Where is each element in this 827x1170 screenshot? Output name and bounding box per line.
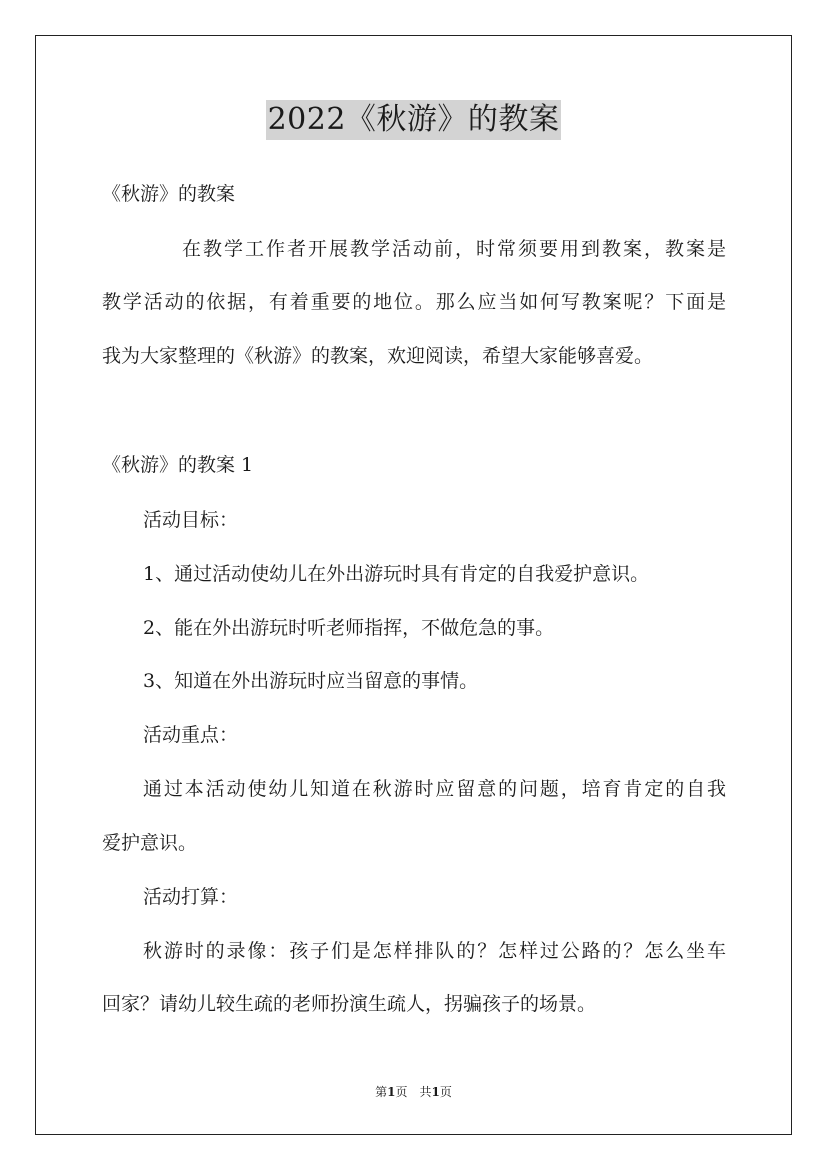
document-title: 2022《秋游》的教案 (266, 100, 562, 140)
footer-prefix: 第 (375, 1085, 388, 1099)
goal-item-2: 2、能在外出游玩时听老师指挥，不做危急的事。 (143, 617, 555, 639)
focus-heading: 活动重点： (143, 724, 239, 746)
prep-line-2: 回家？请幼儿较生疏的老师扮演生疏人，拐骗孩子的场景。 (102, 993, 597, 1015)
footer-mid: 页 共 (395, 1085, 432, 1099)
document-subtitle: 《秋游》的教案 (102, 183, 236, 205)
focus-line-1: 通过本活动使幼儿知道在秋游时应留意的问题，培育肯定的自我 (143, 778, 726, 800)
footer-suffix: 页 (439, 1085, 452, 1099)
goal-item-1: 1、通过活动使幼儿在外出游玩时具有肯定的自我爱护意识。 (143, 563, 650, 585)
goal-item-3: 3、知道在外出游玩时应当留意的事情。 (143, 670, 479, 692)
focus-line-2: 爱护意识。 (102, 832, 198, 854)
page-footer (0, 1084, 827, 1100)
goals-heading: 活动目标： (143, 509, 239, 531)
title-container (0, 100, 827, 140)
prep-line-1: 秋游时的录像：孩子们是怎样排队的？怎样过公路的？怎么坐车 (143, 940, 726, 962)
intro-line-1: 在教学工作者开展教学活动前，时常须要用到教案，教案是 (182, 238, 726, 260)
footer-page-number: 1 (387, 1085, 396, 1099)
intro-line-2: 教学活动的依据，有着重要的地位。那么应当如何写教案呢？下面是 (102, 291, 726, 313)
section-heading: 《秋游》的教案 1 (102, 454, 254, 476)
intro-line-3: 我为大家整理的《秋游》的教案，欢迎阅读，希望大家能够喜爱。 (102, 345, 654, 367)
footer-page-total: 1 (431, 1085, 440, 1099)
prep-heading: 活动打算： (143, 886, 239, 908)
